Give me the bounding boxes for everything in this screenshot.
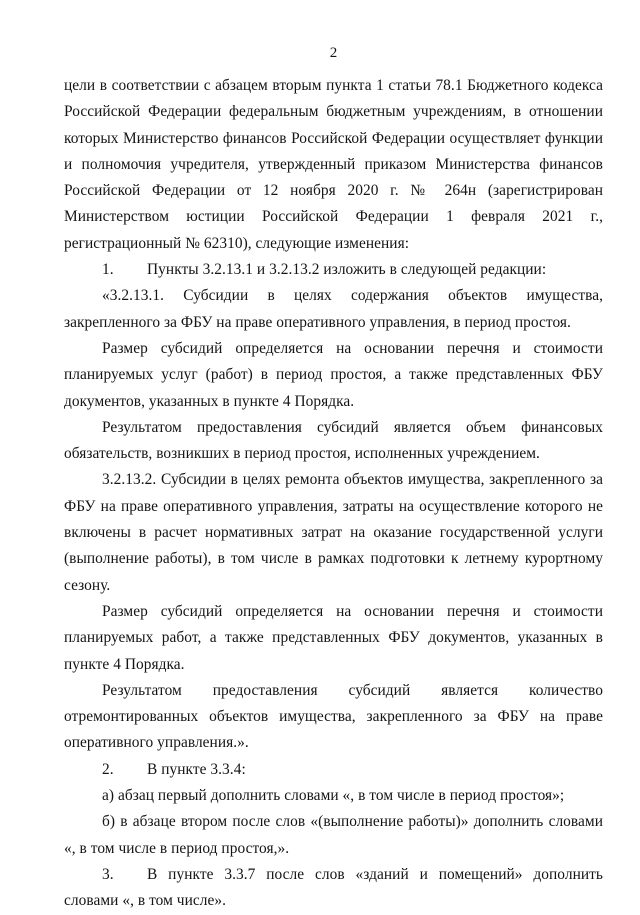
paragraph-sub-a: а) абзац первый дополнить словами «, в том числе в период простоя»;	[102, 787, 565, 805]
list-item-3	[64, 862, 603, 915]
paragraph-repair-size: Размер субсидий определяется на основании перечня и стоимости планируемых работ, а также представленных ФБУ документов, указанных в пункте 4 Порядка.	[64, 602, 603, 673]
list-item-number: 3.	[102, 865, 114, 883]
list-item-1	[64, 257, 603, 283]
list-item-number: 2.	[102, 760, 114, 778]
paragraph-subsidy-maintenance: «3.2.13.1. Субсидии в целях содержания объектов имущества, закрепленного за ФБУ на праве оперативного управления, в период простоя.	[64, 287, 603, 331]
page-number: 2	[329, 45, 338, 61]
paragraph-subsidy-result: Результатом предоставления субсидий является объем финансовых обязательств, возникших в период простоя, исполненных учреждением.	[64, 418, 603, 463]
list-item-text: Пункты 3.2.13.1 и 3.2.13.2 изложить в следующей редакции:	[147, 261, 547, 279]
paragraph-subsidy-repair: 3.2.13.2. Субсидии в целях ремонта объектов имущества, закрепленного за ФБУ на праве оперативного управления, затраты на осуществление которого не включены в расчет нормативных затрат на оказание государственной услуги (выполнение работы), в том числе в рамках подготовки к летнему курортному сезону.	[64, 471, 603, 594]
list-item-2	[64, 757, 603, 783]
paragraph-sub-b: б) в абзаце втором после слов «(выполнение работы)» дополнить словами «, в том числе в период простоя,».	[64, 813, 603, 857]
paragraph-intro: цели в соответствии с абзацем вторым пункта 1 статьи 78.1 Бюджетного кодекса Российской Федерации федеральным бюджетным учреждениям, в отношении которых Министерство финансов Российской Федерации осуществляет функции и полномочия учредителя, утвержденный приказом Министерства финансов Российской Федерации от 12 ноября 2020 г. № 264н (зарегистрирован Министерством юстиции Российской Федерации 1 февраля 2021 г., регистрационный № 62310), следующие изменения:	[64, 77, 603, 252]
list-item-text: В пункте 3.3.7 после слов «зданий и помещений» дополнить словами «, в том числе».	[64, 865, 603, 910]
paragraph-subsidy-size: Размер субсидий определяется на основании перечня и стоимости планируемых услуг (работ) в период простоя, а также представленных ФБУ документов, указанных в пункте 4 Порядка.	[64, 339, 603, 410]
list-item-number: 1.	[102, 261, 114, 279]
list-item-text: В пункте 3.3.4:	[147, 760, 246, 778]
paragraph-repair-result: Результатом предоставления субсидий является количество отремонтированных объектов имущества, закрепленного за ФБУ на праве оперативного управления.».	[64, 681, 603, 752]
